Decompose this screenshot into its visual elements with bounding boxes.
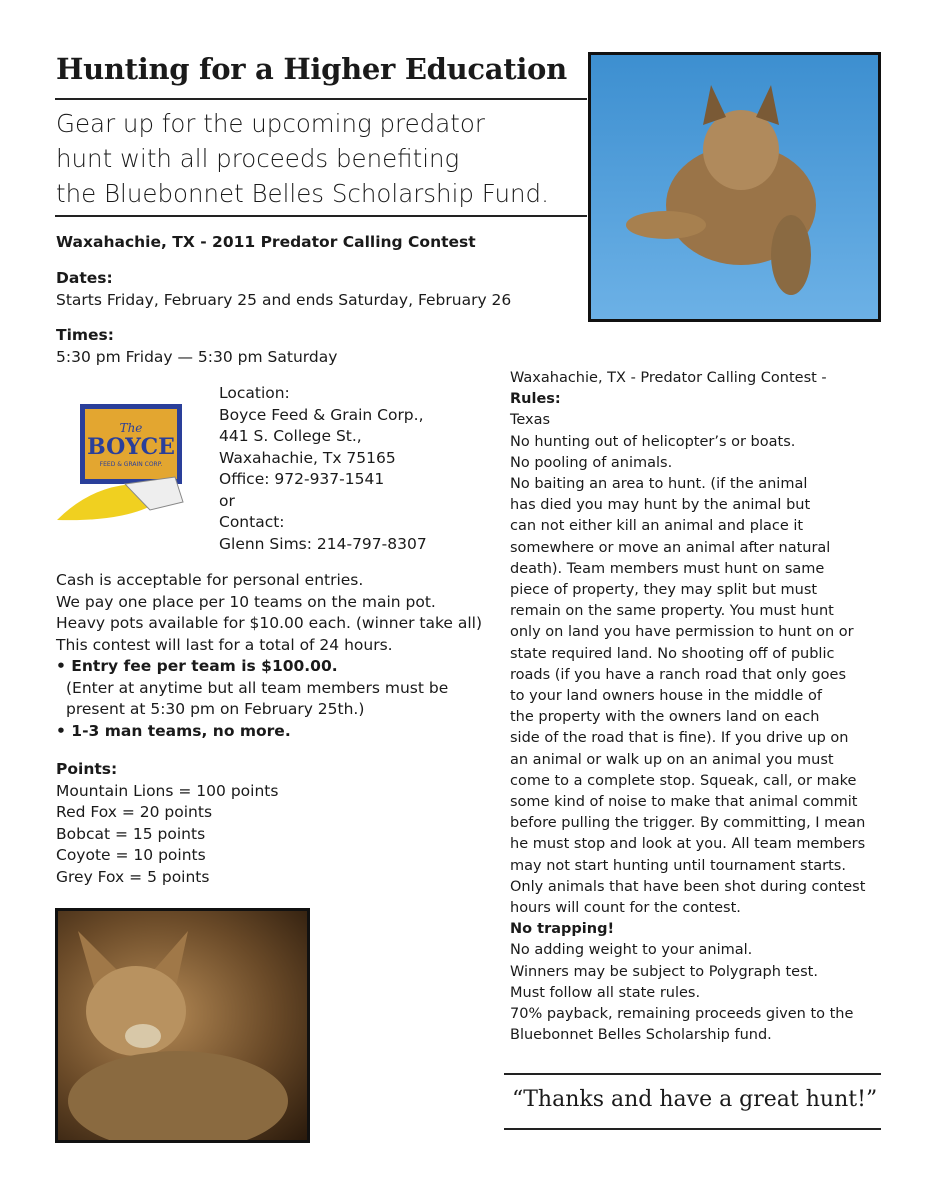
dates-label: Dates:: [56, 269, 113, 287]
rule-line: may not start hunting until tournament starts.: [510, 857, 846, 874]
points-section: [56, 759, 278, 888]
rule-line: death). Team members must hunt on same: [510, 560, 825, 577]
times-value: 5:30 pm Friday — 5:30 pm Saturday: [56, 347, 338, 366]
bobcat-photo: [588, 52, 881, 322]
entry-fee: • Entry fee per team is $100.00.: [56, 657, 338, 675]
rules-label: Rules:: [510, 391, 561, 408]
subtitle: [56, 106, 576, 211]
boyce-logo: [55, 402, 185, 527]
svg-text:BOYCE: BOYCE: [87, 434, 175, 460]
rule-line: an animal or walk up on an animal you must: [510, 751, 834, 768]
location-line: 441 S. College St.,: [219, 427, 362, 445]
rule-line: hours will count for the contest.: [510, 900, 741, 917]
rule-line: Only animals that have been shot during contest: [510, 878, 866, 895]
points-label: Points:: [56, 760, 118, 778]
rule-line: the property with the owners land on each: [510, 709, 820, 726]
location-line: Location:: [219, 384, 290, 402]
rules-section: [510, 368, 865, 1047]
rule-line: somewhere or move an animal after natural: [510, 539, 831, 556]
dates-section: [56, 268, 511, 311]
divider: [504, 1128, 881, 1130]
rule-line: roads (if you have a ranch road that only goes: [510, 666, 847, 683]
info-line: Heavy pots available for $10.00 each. (winner take all): [56, 614, 483, 632]
rule-line: can not either kill an animal and place it: [510, 518, 804, 535]
location-line: Contact:: [219, 513, 285, 531]
rule-line: to your land owners house in the middle of: [510, 688, 822, 705]
subtitle-line: the Bluebonnet Belles Scholarship Fund.: [56, 179, 549, 208]
location-block: [219, 383, 427, 555]
no-trapping: No trapping!: [510, 921, 615, 938]
page-title: Hunting for a Higher Education: [56, 52, 567, 86]
rule-line: No hunting out of helicopter’s or boats.: [510, 433, 796, 450]
times-section: [56, 325, 337, 368]
location-line: Boyce Feed & Grain Corp.,: [219, 405, 424, 424]
rule-line: side of the road that is fine). If you drive up on: [510, 730, 849, 747]
rules-list: [510, 410, 865, 919]
subtitle-line: hunt with all proceeds benefiting: [56, 144, 460, 173]
svg-text:The: The: [119, 421, 143, 435]
points-item: Mountain Lions = 100 points: [56, 781, 279, 800]
points-item: Grey Fox = 5 points: [56, 867, 210, 886]
info-line: Cash is acceptable for personal entries.: [56, 571, 364, 589]
rule-line: No pooling of animals.: [510, 454, 673, 471]
rule-line: state required land. No shooting off of public: [510, 645, 835, 662]
rule-line: No baiting an area to hunt. (if the animal: [510, 476, 808, 493]
divider: [504, 1073, 881, 1075]
rules-intro: Waxahachie, TX - Predator Calling Contest -: [510, 370, 827, 386]
svg-text:FEED & GRAIN CORP.: FEED & GRAIN CORP.: [99, 461, 163, 468]
rule-line: only on land you have permission to hunt on or: [510, 624, 854, 641]
rule-line: some kind of noise to make that animal commit: [510, 794, 858, 811]
thanks-message: “Thanks and have a great hunt!”: [512, 1087, 878, 1112]
rule-line: Winners may be subject to Polygraph test.: [510, 963, 818, 980]
points-item: Coyote = 10 points: [56, 846, 206, 864]
dates-value: Starts Friday, February 25 and ends Saturday, February 26: [56, 290, 512, 309]
info-line: We pay one place per 10 teams on the main pot.: [56, 592, 436, 611]
points-item: Bobcat = 15 points: [56, 824, 206, 843]
rule-line: Must follow all state rules.: [510, 984, 701, 1001]
rule-line: come to a complete stop. Squeak, call, or make: [510, 772, 857, 789]
entry-note: (Enter at anytime but all team members must be: [66, 678, 449, 697]
team-size: • 1-3 man teams, no more.: [56, 721, 291, 740]
divider: [55, 98, 587, 100]
rule-line: remain on the same property. You must hunt: [510, 603, 834, 620]
rule-line: he must stop and look at you. All team members: [510, 836, 866, 853]
rule-line: has died you may hunt by the animal but: [510, 497, 811, 514]
entry-note: present at 5:30 pm on February 25th.): [66, 700, 365, 718]
rule-line: No adding weight to your animal.: [510, 942, 753, 959]
location-line: Waxahachie, Tx 75165: [219, 448, 396, 467]
rules-list: [510, 940, 865, 1046]
info-block: [56, 570, 482, 742]
points-item: Red Fox = 20 points: [56, 803, 213, 821]
contest-heading: Waxahachie, TX - 2011 Predator Calling Contest: [56, 233, 476, 251]
rule-line: Bluebonnet Belles Scholarship fund.: [510, 1027, 772, 1044]
location-line: or: [219, 491, 235, 510]
rule-line: Texas: [510, 412, 551, 429]
divider: [55, 215, 587, 217]
office-phone: Office: 972-937-1541: [219, 470, 385, 488]
rule-line: piece of property, they may split but must: [510, 582, 818, 599]
contact-phone: Glenn Sims: 214-797-8307: [219, 534, 427, 553]
info-line: This contest will last for a total of 24 hours.: [56, 635, 393, 654]
rule-line: before pulling the trigger. By committing, I mean: [510, 815, 866, 832]
times-label: Times:: [56, 326, 114, 344]
subtitle-line: Gear up for the upcoming predator: [56, 109, 485, 138]
rule-line: 70% payback, remaining proceeds given to the: [510, 1006, 854, 1023]
coyote-photo: [55, 908, 310, 1143]
